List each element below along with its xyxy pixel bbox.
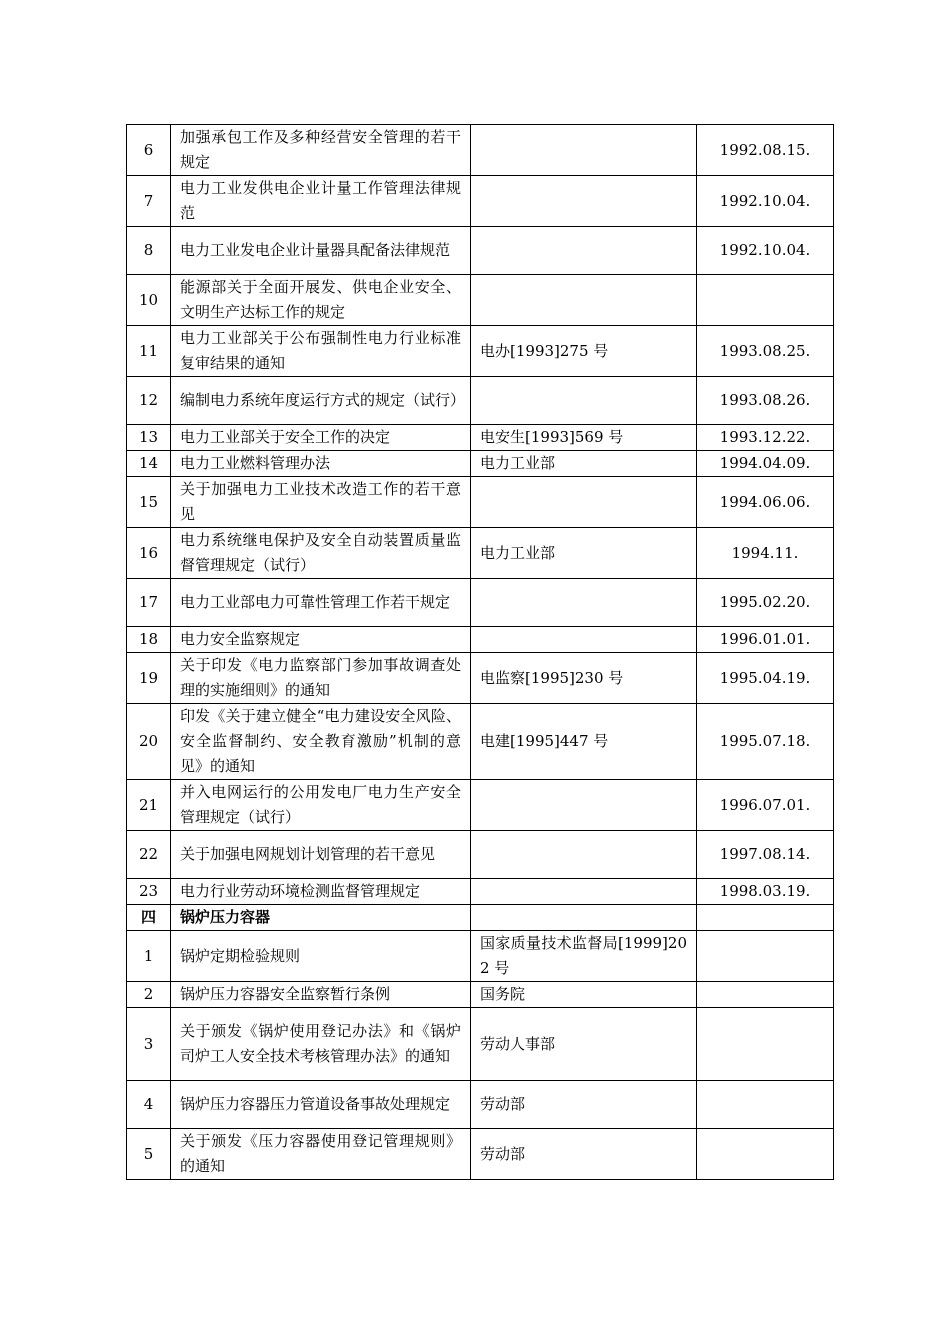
row-date [697,982,834,1008]
row-date [697,931,834,982]
row-number: 14 [127,451,171,477]
row-number: 1 [127,931,171,982]
row-title: 印发《关于建立健全“电力建设安全风险、安全监督制约、安全教育激励”机制的意见》的通知 [171,704,471,780]
row-document-number [471,627,697,653]
row-date [697,1129,834,1180]
row-date [697,275,834,326]
row-date: 1992.10.04. [697,176,834,227]
row-number: 17 [127,579,171,627]
row-document-number [471,125,697,176]
row-date: 1992.10.04. [697,227,834,275]
table-row [127,1129,834,1180]
row-date [697,1081,834,1129]
table-row [127,377,834,425]
row-date: 1993.08.25. [697,326,834,377]
row-document-number: 国务院 [471,982,697,1008]
row-number: 11 [127,326,171,377]
row-document-number [471,905,697,931]
row-number: 23 [127,879,171,905]
table-row [127,176,834,227]
row-number: 10 [127,275,171,326]
row-number: 15 [127,477,171,528]
row-date: 1994.04.09. [697,451,834,477]
row-document-number [471,227,697,275]
row-number: 3 [127,1008,171,1081]
row-title: 锅炉定期检验规则 [171,931,471,982]
row-document-number [471,477,697,528]
row-number: 21 [127,780,171,831]
row-number: 2 [127,982,171,1008]
row-title: 关于颁发《锅炉使用登记办法》和《锅炉司炉工人安全技术考核管理办法》的通知 [171,1008,471,1081]
row-title: 电力工业发供电企业计量工作管理法律规范 [171,176,471,227]
table-row [127,879,834,905]
row-title: 编制电力系统年度运行方式的规定（试行） [171,377,471,425]
table-row [127,275,834,326]
row-document-number: 电力工业部 [471,528,697,579]
row-number: 20 [127,704,171,780]
row-date: 1993.08.26. [697,377,834,425]
row-document-number: 劳动部 [471,1081,697,1129]
table-row [127,1008,834,1081]
row-document-number: 国家质量技术监督局[1999]202 号 [471,931,697,982]
row-title: 电力系统继电保护及安全自动装置质量监督管理规定（试行） [171,528,471,579]
row-date: 1996.01.01. [697,627,834,653]
row-date: 1995.04.19. [697,653,834,704]
row-date: 1993.12.22. [697,425,834,451]
row-document-number [471,176,697,227]
row-title: 电力工业部电力可靠性管理工作若干规定 [171,579,471,627]
row-date [697,905,834,931]
row-date [697,1008,834,1081]
row-title: 关于加强电力工业技术改造工作的若干意见 [171,477,471,528]
row-date: 1996.07.01. [697,780,834,831]
row-title: 关于印发《电力监察部门参加事故调查处理的实施细则》的通知 [171,653,471,704]
row-number: 12 [127,377,171,425]
row-document-number: 劳动人事部 [471,1008,697,1081]
table-body [127,125,834,1180]
table-row [127,1081,834,1129]
row-date: 1994.06.06. [697,477,834,528]
row-document-number: 劳动部 [471,1129,697,1180]
row-number: 22 [127,831,171,879]
row-title: 加强承包工作及多种经营安全管理的若干规定 [171,125,471,176]
table-row [127,579,834,627]
row-title: 并入电网运行的公用发电厂电力生产安全管理规定（试行） [171,780,471,831]
row-title: 关于颁发《压力容器使用登记管理规则》的通知 [171,1129,471,1180]
row-number: 四 [127,905,171,931]
row-document-number [471,579,697,627]
row-title: 电力安全监察规定 [171,627,471,653]
row-date: 1998.03.19. [697,879,834,905]
row-number: 5 [127,1129,171,1180]
row-title: 电力工业燃料管理办法 [171,451,471,477]
row-document-number: 电安生[1993]569 号 [471,425,697,451]
row-number: 19 [127,653,171,704]
row-title: 电力行业劳动环境检测监督管理规定 [171,879,471,905]
regulations-table [126,124,834,1180]
row-date: 1995.02.20. [697,579,834,627]
table-row [127,326,834,377]
table-row [127,125,834,176]
row-number: 18 [127,627,171,653]
row-document-number [471,377,697,425]
section-row [127,905,834,931]
row-document-number [471,780,697,831]
table-row [127,831,834,879]
row-title: 电力工业部关于公布强制性电力行业标准复审结果的通知 [171,326,471,377]
table-row [127,931,834,982]
table-row [127,451,834,477]
table-row [127,477,834,528]
row-document-number [471,879,697,905]
row-title: 电力工业部关于安全工作的决定 [171,425,471,451]
row-document-number: 电力工业部 [471,451,697,477]
row-document-number [471,831,697,879]
table-row [127,653,834,704]
row-date: 1995.07.18. [697,704,834,780]
row-number: 8 [127,227,171,275]
row-title: 能源部关于全面开展发、供电企业安全、文明生产达标工作的规定 [171,275,471,326]
row-document-number: 电监察[1995]230 号 [471,653,697,704]
row-date: 1994.11. [697,528,834,579]
table-row [127,982,834,1008]
row-title: 关于加强电网规划计划管理的若干意见 [171,831,471,879]
table-row [127,528,834,579]
row-document-number: 电办[1993]275 号 [471,326,697,377]
table-row [127,627,834,653]
row-number: 16 [127,528,171,579]
row-title: 锅炉压力容器 [171,905,471,931]
row-document-number [471,275,697,326]
table-row [127,704,834,780]
table-row [127,227,834,275]
table-row [127,425,834,451]
table-row [127,780,834,831]
row-title: 电力工业发电企业计量器具配备法律规范 [171,227,471,275]
row-document-number: 电建[1995]447 号 [471,704,697,780]
row-number: 6 [127,125,171,176]
row-number: 7 [127,176,171,227]
row-number: 4 [127,1081,171,1129]
row-date: 1992.08.15. [697,125,834,176]
row-title: 锅炉压力容器安全监察暂行条例 [171,982,471,1008]
row-date: 1997.08.14. [697,831,834,879]
row-number: 13 [127,425,171,451]
row-title: 锅炉压力容器压力管道设备事故处理规定 [171,1081,471,1129]
